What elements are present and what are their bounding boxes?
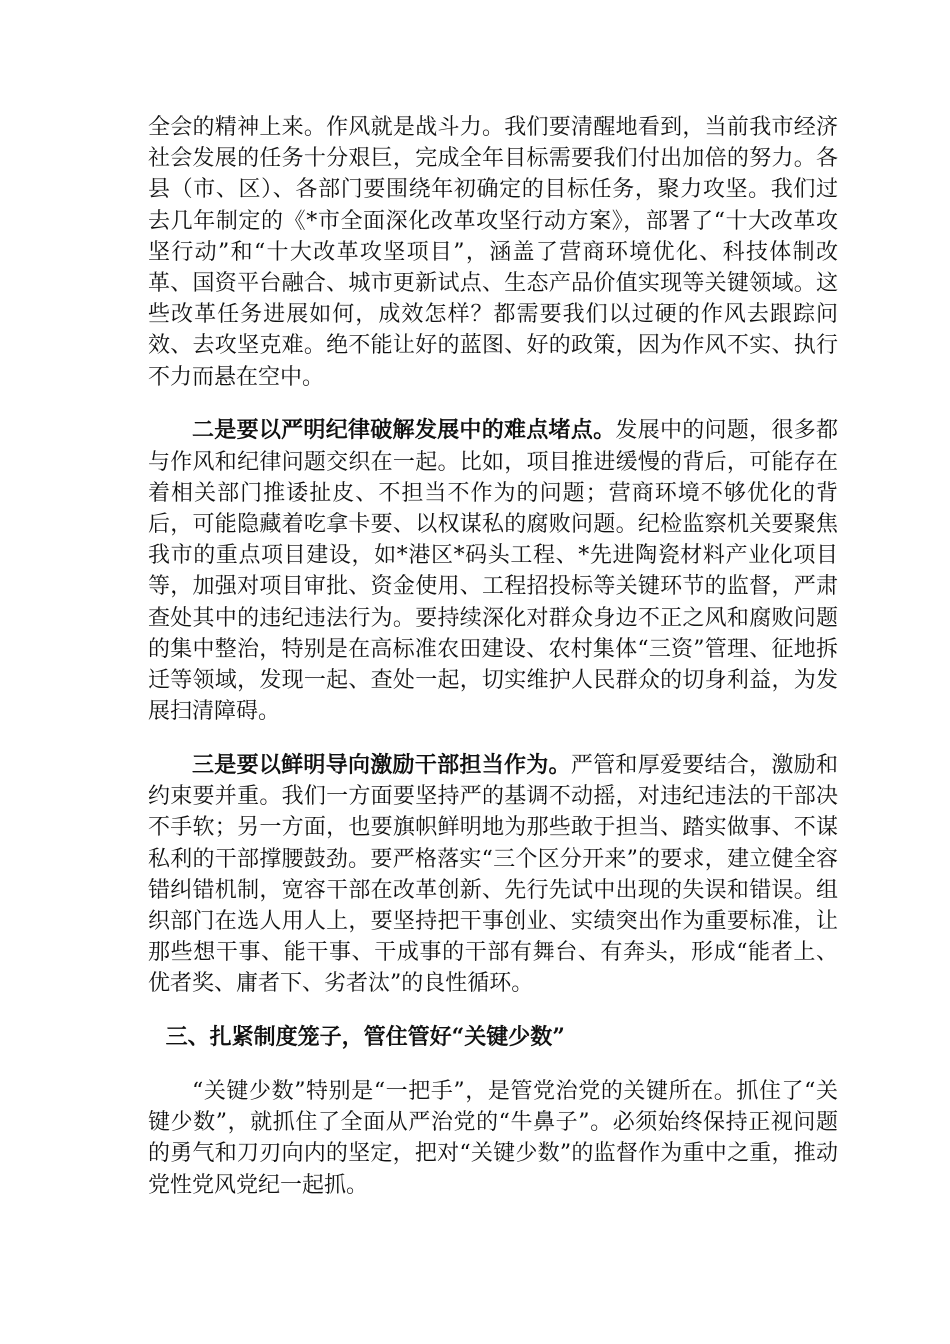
section-heading-3: 三、扎紧制度笼子，管住管好“关键少数” <box>165 1024 565 1051</box>
paragraph-body-incentive: 严管和厚爱要结合，激励和约束要并重。我们一方面要坚持严的基调不动摇，对违纪违法的干部决不手软；另一方面，也要旗帜鲜明地为那些敢于担当、踏实做事、不谋私利的干部撑腰鼓劲。要严格落实“三个区分开来”的要求，建立健全容错纠错机制，宽容干部在改革创新、先行先试中出现的失误和错误。组织部门在选人用人上，要坚持把干事创业、实绩突出作为重要标准，让那些想干事、能干事、干成事的干部有舞台、有奔头，形成“能者上、优者奖、庸者下、劣者汰”的良性循环。 <box>148 753 838 997</box>
paragraph-gap <box>148 1053 838 1076</box>
paragraph-gap <box>148 393 838 416</box>
paragraph-lead-discipline: 二是要以严明纪律破解发展中的难点堵点。 <box>192 417 616 444</box>
paragraph-incentive <box>148 750 838 1000</box>
paragraph-lead-incentive: 三是要以鲜明导向激励干部担当作为。 <box>192 752 571 779</box>
paragraph-continuation: 全会的精神上来。作风就是战斗力。我们要清醒地看到，当前我市经济社会发展的任务十分艰巨，完成全年目标需要我们付出加倍的努力。各县（市、区）、各部门要围绕年初确定的目标任务，聚力攻坚。我们过去几年制定的《*市全面深化改革攻坚行动方案》，部署了“十大改革攻坚行动”和“十大改革攻坚项目”，涵盖了营商环境优化、科技体制改革、国资平台融合、城市更新试点、生态产品价值实现等关键领域。这些改革任务进展如何，成效怎样？都需要我们以过硬的作风去跟踪问效、去攻坚克难。绝不能让好的蓝图、好的政策，因为作风不实、执行不力而悬在空中。 <box>148 115 838 390</box>
document-page <box>148 112 838 1201</box>
paragraph-body-discipline: 发展中的问题，很多都与作风和纪律问题交织在一起。比如，项目推进缓慢的背后，可能存在着相关部门推诿扯皮、不担当不作为的问题；营商环境不够优化的背后，可能隐藏着吃拿卡要、以权谋私的腐败问题。纪检监察机关要聚焦我市的重点项目建设，如*港区*码头工程、*先进陶瓷材料产业化项目等，加强对项目审批、资金使用、工程招投标等关键环节的监督，严肃查处其中的违纪违法行为。要持续深化对群众身边不正之风和腐败问题的集中整治，特别是在高标准农田建设、农村集体“三资”管理、征地拆迁等领域，发现一起、查处一起，切实维护人民群众的切身利益，为发展扫清障碍。 <box>148 418 838 725</box>
paragraph-gap <box>148 1000 838 1023</box>
paragraph-gap <box>148 727 838 750</box>
paragraph-discipline <box>148 415 838 727</box>
paragraph-key-minority: “关键少数”特别是“一把手”，是管党治党的关键所在。抓住了“关键少数”，就抓住了全面从严治党的“牛鼻子”。必须始终保持正视问题的勇气和刀刃向内的坚定，把对“关键少数”的监督作为重中之重，推动党性党风党纪一起抓。 <box>148 1079 838 1198</box>
